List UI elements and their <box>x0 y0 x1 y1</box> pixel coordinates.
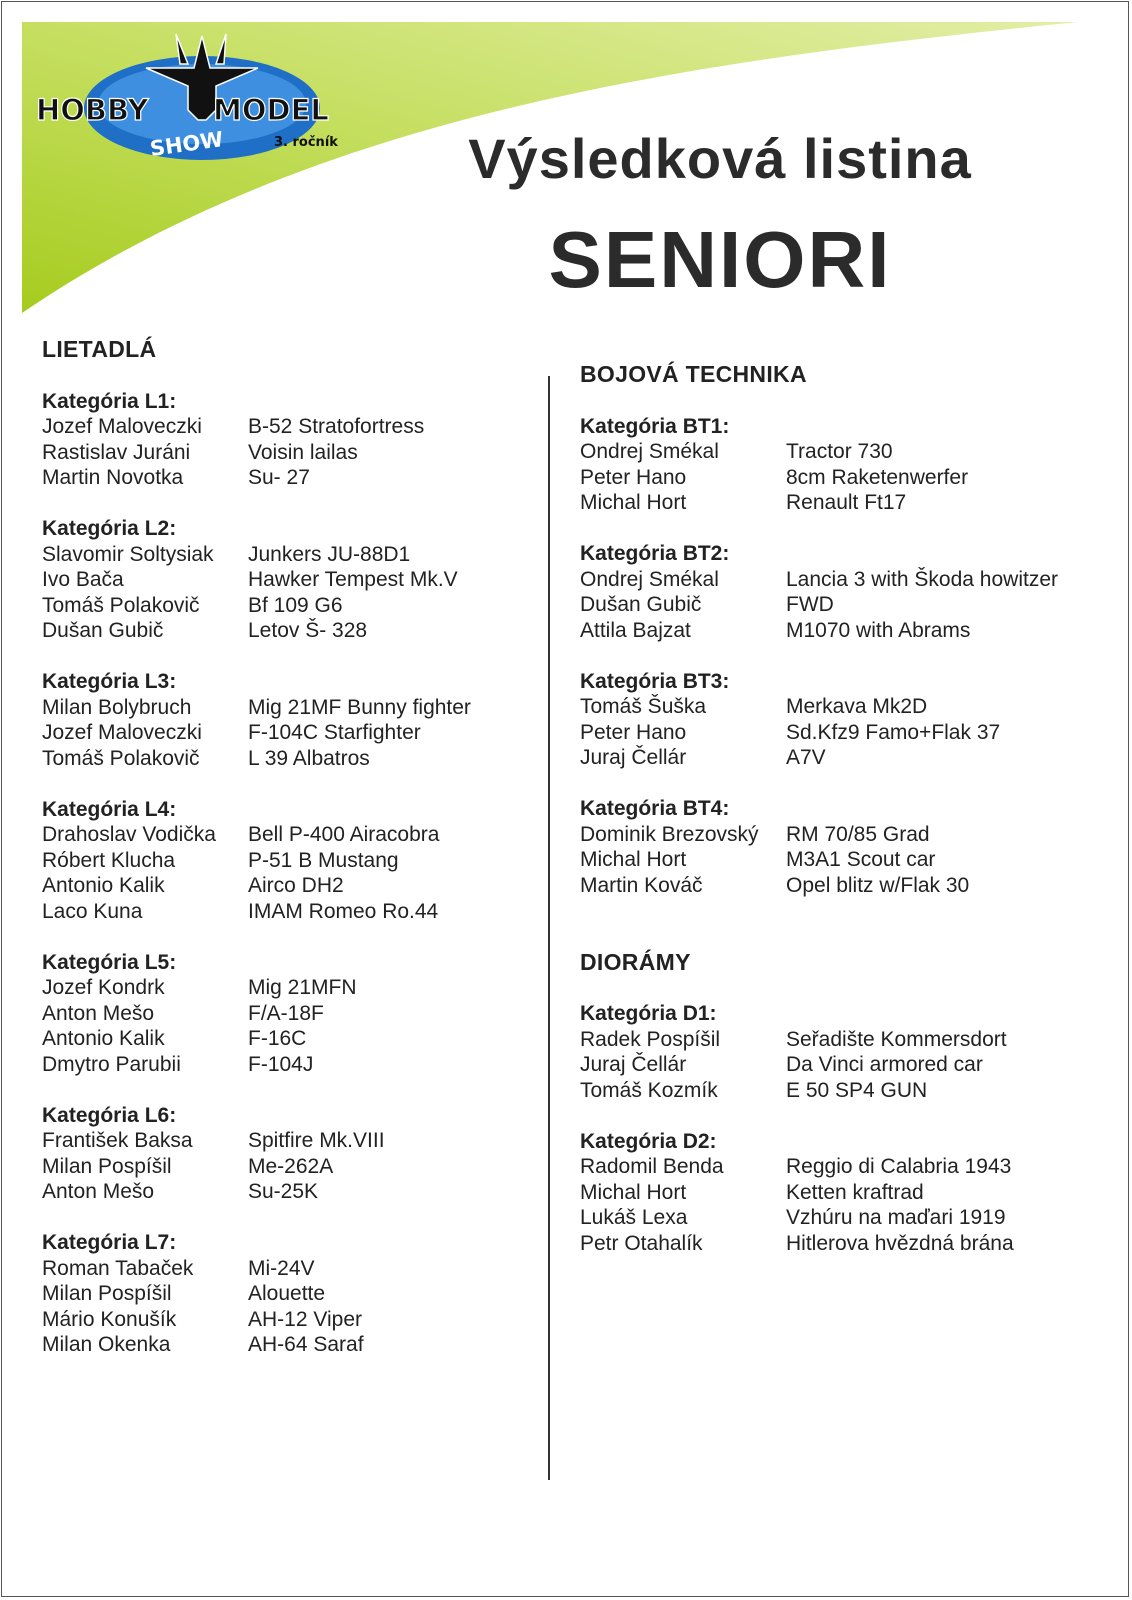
model-name: Mi-24V <box>248 1256 315 1280</box>
section-title: DIORÁMY <box>580 948 691 975</box>
competitor-name: Antonio Kalik <box>42 874 165 897</box>
category-block <box>42 1230 532 1358</box>
result-row <box>580 490 1120 516</box>
model-name: Airco DH2 <box>248 874 344 897</box>
svg-text:MODEL: MODEL <box>213 93 329 127</box>
model-name: Mig 21MFN <box>248 976 357 999</box>
model-name: E 50 SP4 GUN <box>786 1078 928 1102</box>
model-name: AH-64 Saraf <box>248 1333 364 1356</box>
category-title: Kategória BT1: <box>580 414 730 438</box>
competitor-name: Peter Hano <box>580 465 687 489</box>
competitor-name: Michal Hort <box>580 848 687 871</box>
result-row <box>42 1154 532 1180</box>
result-row <box>580 745 1120 771</box>
result-row <box>42 899 532 925</box>
result-row <box>580 439 1120 465</box>
category-block <box>580 796 1120 898</box>
model-name: 8cm Raketenwerfer <box>786 465 969 489</box>
result-row <box>580 1231 1120 1257</box>
model-name: Merkava Mk2D <box>786 695 928 718</box>
result-row <box>42 1026 532 1052</box>
model-name: F-104J <box>248 1052 314 1076</box>
model-name: Mig 21MF Bunny fighter <box>248 695 471 719</box>
result-row <box>580 1180 1120 1206</box>
category-block <box>42 669 532 771</box>
model-name: Voisin lailas <box>248 440 358 464</box>
model-name: Bell P-400 Airacobra <box>248 823 440 846</box>
competitor-name: Radek Pospíšil <box>580 1027 721 1051</box>
result-row <box>580 1078 1120 1104</box>
result-row <box>42 1179 532 1205</box>
competitor-name: Milan Pospíšil <box>42 1154 172 1178</box>
result-row <box>580 720 1120 746</box>
competitor-name: Dmytro Parubii <box>42 1052 181 1076</box>
result-row <box>42 720 532 746</box>
military-dioramas-results-column <box>580 362 1120 1282</box>
model-name: Seřadište Kommersdort <box>786 1027 1007 1051</box>
category-title: Kategória L7: <box>42 1231 177 1254</box>
competitor-name: Jozef Maloveczki <box>42 721 202 744</box>
competitor-name: Anton Mešo <box>42 1180 155 1203</box>
category-title: Kategória L1: <box>42 389 177 413</box>
result-row <box>580 465 1120 491</box>
category-block <box>42 389 532 491</box>
model-name: Me-262A <box>248 1154 334 1178</box>
result-row <box>42 848 532 874</box>
result-row <box>580 618 1120 644</box>
competitor-name: Dušan Gubič <box>580 593 702 616</box>
model-name: L 39 Albatros <box>248 746 370 770</box>
result-row <box>580 1205 1120 1231</box>
result-row <box>42 440 532 466</box>
result-row <box>580 847 1120 873</box>
section-spacer <box>580 924 1120 950</box>
result-row <box>42 1128 532 1154</box>
result-row <box>42 618 532 644</box>
model-name: Bf 109 G6 <box>248 593 343 617</box>
model-name: P-51 B Mustang <box>248 848 399 872</box>
competitor-name: Róbert Klucha <box>42 848 176 872</box>
result-row <box>42 1256 532 1282</box>
model-name: Renault Ft17 <box>786 491 907 514</box>
competitor-name: Mário Konušík <box>42 1307 177 1331</box>
competitor-name: Tomáš Kozmík <box>580 1078 718 1102</box>
competitor-name: Petr Otahalík <box>580 1231 703 1255</box>
model-name: M3A1 Scout car <box>786 848 936 871</box>
competitor-name: Antonio Kalik <box>42 1027 165 1050</box>
competitor-name: Tomáš Polakovič <box>42 593 200 617</box>
svg-text:SHOW: SHOW <box>148 127 225 162</box>
model-name: Opel blitz w/Flak 30 <box>786 873 970 897</box>
competitor-name: František Baksa <box>42 1129 193 1152</box>
model-name: Reggio di Calabria 1943 <box>786 1155 1012 1178</box>
result-row <box>42 465 532 491</box>
result-row <box>42 873 532 899</box>
category-block <box>580 1129 1120 1257</box>
model-name: F-16C <box>248 1027 307 1050</box>
column-divider <box>548 376 550 1480</box>
model-name: M1070 with Abrams <box>786 618 971 642</box>
aircraft-results-column <box>42 337 532 1383</box>
category-title: Kategória L2: <box>42 517 177 540</box>
result-row <box>580 1027 1120 1053</box>
model-name: B-52 Stratofortress <box>248 415 425 438</box>
section-title: BOJOVÁ TECHNIKA <box>580 361 807 387</box>
competitor-name: Rastislav Juráni <box>42 440 191 464</box>
competitor-name: Milan Pospíšil <box>42 1282 172 1305</box>
category-block <box>580 541 1120 643</box>
model-name: Su-25K <box>248 1180 319 1203</box>
section-title: LIETADLÁ <box>42 336 157 362</box>
competitor-name: Roman Tabaček <box>42 1256 194 1280</box>
result-row <box>580 873 1120 899</box>
competitor-name: Slavomir Soltysiak <box>42 542 214 566</box>
model-name: Da Vinci armored car <box>786 1053 983 1076</box>
model-name: Sd.Kfz9 Famo+Flak 37 <box>786 720 1001 744</box>
model-name: Hawker Tempest Mk.V <box>248 568 458 591</box>
competitor-name: Juraj Čellár <box>580 746 687 769</box>
model-name: Spitfire Mk.VIII <box>248 1129 385 1152</box>
result-row <box>42 1332 532 1358</box>
competitor-name: Attila Bajzat <box>580 618 691 642</box>
category-block <box>42 797 532 925</box>
category-title: Kategória L3: <box>42 670 177 693</box>
competitor-name: Tomáš Šuška <box>580 695 707 718</box>
result-row <box>42 542 532 568</box>
result-row <box>580 592 1120 618</box>
model-name: Tractor 730 <box>786 440 893 463</box>
result-row <box>580 567 1120 593</box>
category-title: Kategória BT4: <box>580 797 730 820</box>
category-title: Kategória BT2: <box>580 542 730 565</box>
model-name: IMAM Romeo Ro.44 <box>248 899 439 923</box>
category-block <box>580 414 1120 516</box>
category-title: Kategória L4: <box>42 797 177 821</box>
competitor-name: Martin Novotka <box>42 466 184 489</box>
model-name: Junkers JU-88D1 <box>248 542 411 566</box>
competitor-name: Dušan Gubič <box>42 619 164 642</box>
model-name: A7V <box>786 746 826 769</box>
model-name: Su- 27 <box>248 466 310 489</box>
model-name: Vzhúru na maďari 1919 <box>786 1206 1006 1229</box>
result-row <box>580 822 1120 848</box>
competitor-name: Milan Bolybruch <box>42 695 192 719</box>
competitor-name: Anton Mešo <box>42 1001 155 1025</box>
category-title: Kategória BT3: <box>580 669 730 693</box>
result-row <box>42 1281 532 1307</box>
competitor-name: Tomáš Polakovič <box>42 746 200 770</box>
category-block <box>42 950 532 1078</box>
competitor-name: Martin Kováč <box>580 873 703 897</box>
competitor-name: Ondrej Smékal <box>580 567 719 591</box>
result-row <box>42 567 532 593</box>
result-row <box>42 695 532 721</box>
model-name: FWD <box>786 593 834 616</box>
result-row <box>42 1307 532 1333</box>
result-row <box>580 1052 1120 1078</box>
model-name: Lancia 3 with Škoda howitzer <box>786 567 1058 591</box>
category-block <box>42 516 532 644</box>
hobby-model-show-logo <box>30 28 375 168</box>
category-block <box>580 669 1120 771</box>
competitor-name: Michal Hort <box>580 1180 687 1204</box>
category-block <box>42 1103 532 1205</box>
model-name: F/A-18F <box>248 1001 324 1025</box>
result-row <box>42 746 532 772</box>
model-name: Letov Š- 328 <box>248 619 368 642</box>
model-name: Alouette <box>248 1282 326 1305</box>
category-title: Kategória L5: <box>42 950 177 974</box>
competitor-name: Lukáš Lexa <box>580 1206 688 1229</box>
competitor-name: Drahoslav Vodička <box>42 823 216 846</box>
category-block <box>580 1001 1120 1103</box>
competitor-name: Peter Hano <box>580 720 687 744</box>
category-title: Kategória L6: <box>42 1103 177 1127</box>
result-row <box>42 414 532 440</box>
model-name: Ketten kraftrad <box>786 1180 924 1204</box>
model-name: F-104C Starfighter <box>248 721 421 744</box>
result-row <box>42 1001 532 1027</box>
category-title: Kategória D1: <box>580 1002 717 1025</box>
result-row <box>42 593 532 619</box>
page-subtitle: SENIORI <box>548 215 892 304</box>
competitor-name: Milan Okenka <box>42 1333 171 1356</box>
model-name: RM 70/85 Grad <box>786 822 930 846</box>
competitor-name: Dominik Brezovský <box>580 822 759 846</box>
result-row <box>42 1052 532 1078</box>
model-name: Hitlerova hvězdná brána <box>786 1231 1014 1255</box>
page-title: Výsledková listina <box>468 127 972 190</box>
competitor-name: Laco Kuna <box>42 899 143 923</box>
model-name: AH-12 Viper <box>248 1307 363 1331</box>
svg-text:3. ročník: 3. ročník <box>274 135 338 150</box>
competitor-name: Radomil Benda <box>580 1155 724 1178</box>
result-row <box>42 975 532 1001</box>
result-row <box>42 822 532 848</box>
competitor-name: Ivo Bača <box>42 568 124 591</box>
svg-text:HOBBY: HOBBY <box>36 93 149 127</box>
competitor-name: Jozef Maloveczki <box>42 415 202 438</box>
result-row <box>580 1154 1120 1180</box>
result-row <box>580 694 1120 720</box>
competitor-name: Juraj Čellár <box>580 1053 687 1076</box>
competitor-name: Ondrej Smékal <box>580 440 719 463</box>
competitor-name: Michal Hort <box>580 491 687 514</box>
category-title: Kategória D2: <box>580 1129 717 1153</box>
competitor-name: Jozef Kondrk <box>42 976 165 999</box>
